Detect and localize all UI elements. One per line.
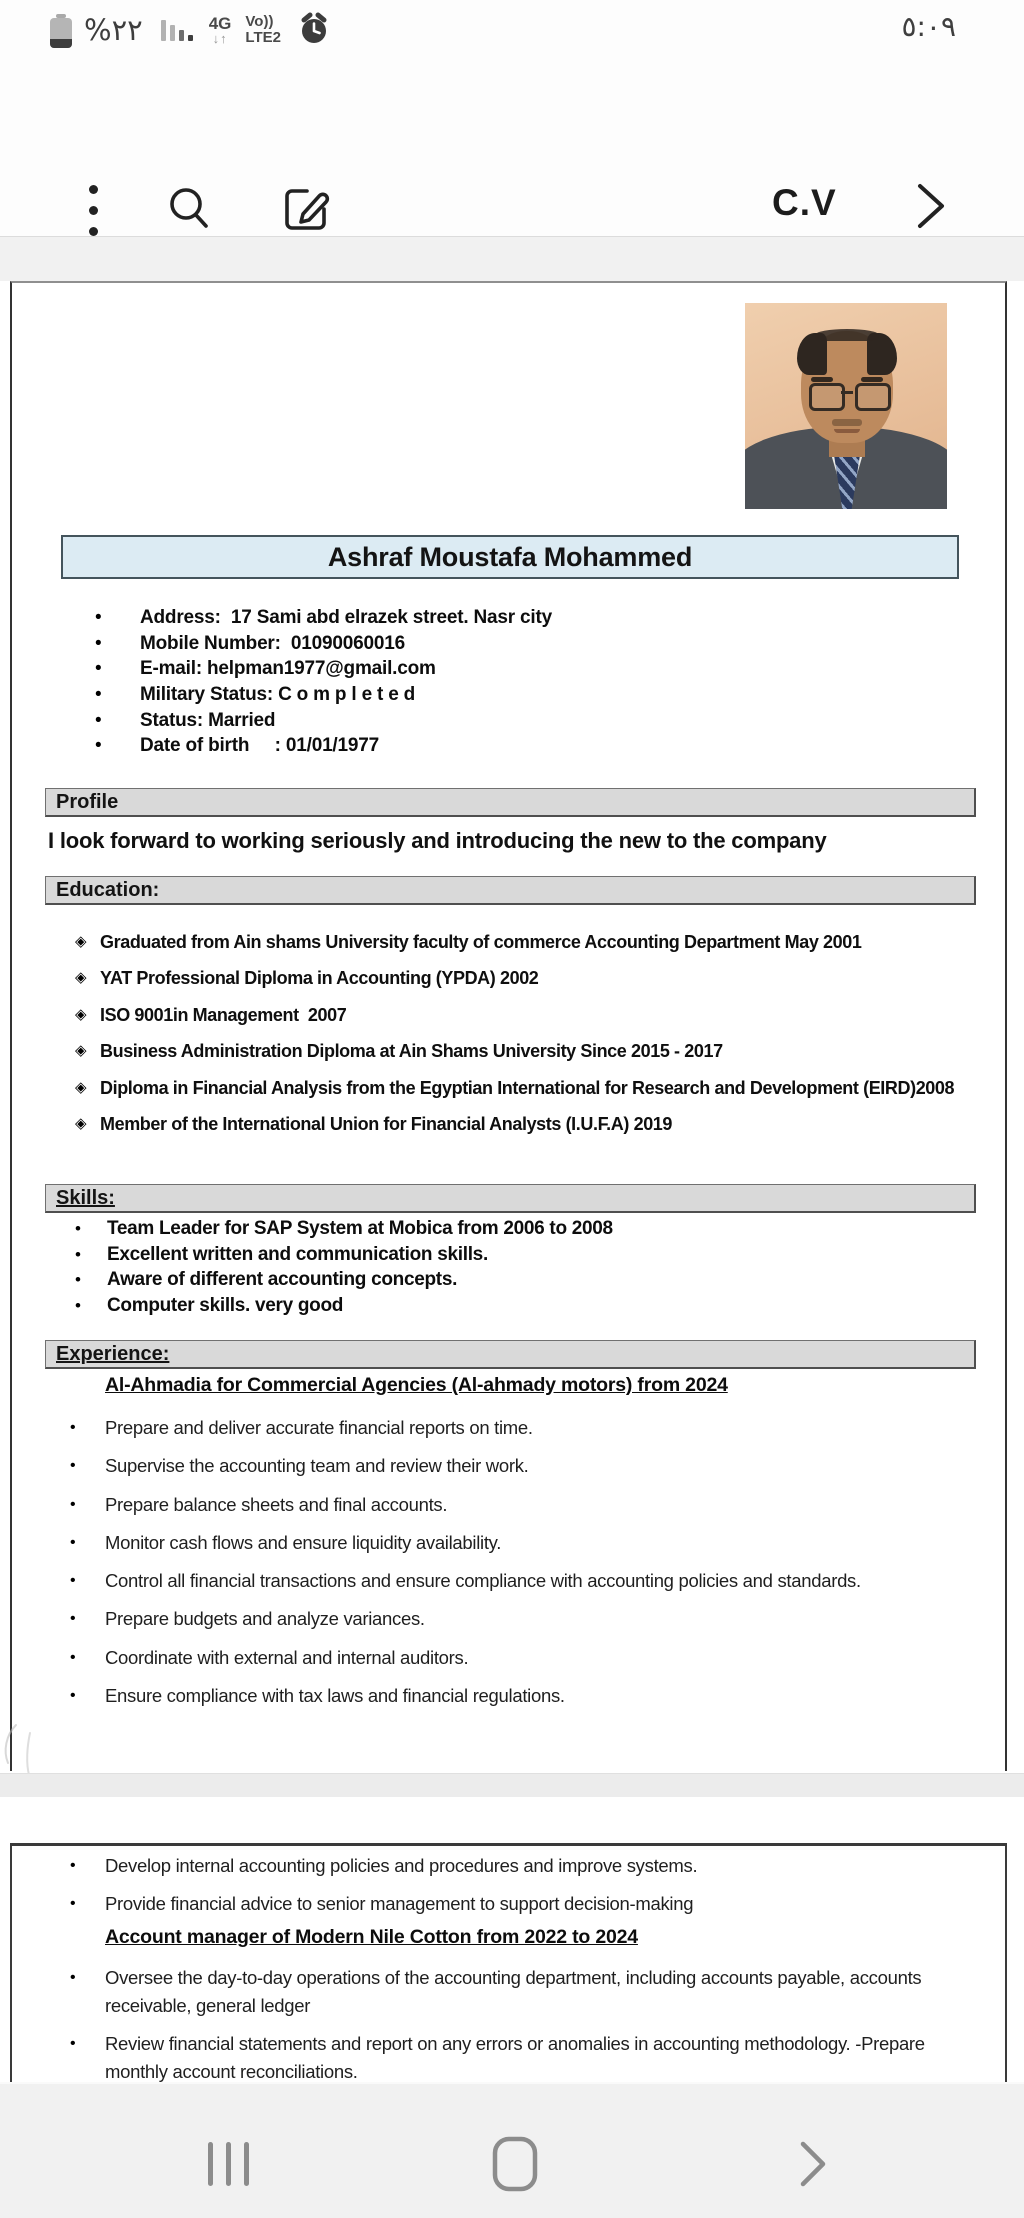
bullet: • xyxy=(95,735,102,757)
bullet: • xyxy=(75,1270,81,1289)
bullet: • xyxy=(70,1648,76,1666)
candidate-name: Ashraf Moustafa Mohammed xyxy=(327,541,693,572)
more-options-button[interactable] xyxy=(65,174,121,246)
bullet: • xyxy=(70,1969,76,1986)
contact-list xyxy=(95,605,735,759)
diamond-bullet: ◈ xyxy=(75,1005,87,1023)
education-item: ◈ YAT Professional Diploma in Accounting (YPDA) 2002 xyxy=(75,960,967,996)
bullet: • xyxy=(70,1895,76,1912)
section-header-experience: Experience: xyxy=(45,1340,976,1369)
bullet: • xyxy=(70,1495,76,1513)
bullet: • xyxy=(95,709,102,731)
education-list xyxy=(75,924,967,1142)
bullet: • xyxy=(70,1687,76,1705)
pen-mark xyxy=(0,1719,44,1779)
bullet: • xyxy=(70,1533,76,1551)
home-icon xyxy=(488,2134,542,2194)
education-item: ◈ Diploma in Financial Analysis from the Egyptian International for Research and Development (EIRD)2008 xyxy=(75,1070,967,1106)
profile-statement: I look forward to working seriously and introducing the new to the company xyxy=(48,828,827,853)
bullet: • xyxy=(95,632,102,654)
page-separator xyxy=(0,1773,1024,1799)
content-top-gap xyxy=(0,237,1024,281)
skill-item: • Team Leader for SAP System at Mobica from 2006 to 2008 xyxy=(75,1216,935,1242)
bullet: • xyxy=(75,1295,81,1315)
duty-item: • Coordinate with external and internal auditors. xyxy=(70,1639,970,1677)
bullet: • xyxy=(95,658,102,680)
back-button[interactable] xyxy=(773,2124,853,2204)
home-button[interactable] xyxy=(475,2124,555,2204)
battery-icon xyxy=(50,14,72,48)
back-chevron-icon xyxy=(795,2138,831,2190)
alarm-clock-icon xyxy=(297,12,331,51)
volte-indicator: Vo)) LTE2 xyxy=(245,13,281,46)
diamond-bullet: ◈ xyxy=(75,1042,87,1060)
section-header-profile: Profile xyxy=(45,788,976,817)
page-border-box xyxy=(10,281,1007,1771)
bullet: • xyxy=(70,2035,76,2052)
name-header xyxy=(61,535,959,579)
duty-item: • Monitor cash flows and ensure liquidity availability. xyxy=(70,1524,970,1562)
skills-list xyxy=(75,1216,935,1318)
network-type: 4G xyxy=(208,14,232,33)
diamond-bullet: ◈ xyxy=(75,969,87,987)
signal-strength-icon xyxy=(161,19,193,41)
duty-item: • Review financial statements and report on any errors or anomalies in accounting methodology. -Prepare monthly account reconciliations. xyxy=(70,2030,970,2082)
recents-icon xyxy=(208,2142,249,2186)
duty-item: • Develop internal accounting policies and procedures and improve systems. xyxy=(70,1852,970,1880)
data-arrows-icon: ↓↑ xyxy=(212,31,228,46)
edit-compose-icon xyxy=(281,182,333,239)
bullet: • xyxy=(70,1610,76,1628)
duty-item: • Prepare balance sheets and final accounts. xyxy=(70,1486,970,1524)
status-indicators xyxy=(50,8,331,52)
duty-item: • Control all financial transactions and ensure compliance with accounting policies and standards. xyxy=(70,1562,970,1600)
skill-item: • Computer skills. very good xyxy=(75,1293,935,1319)
bullet: • xyxy=(70,1419,76,1436)
diamond-bullet: ◈ xyxy=(75,1078,87,1096)
contact-item: • E-mail: helpman1977@gmail.com xyxy=(95,658,436,680)
contact-item: • Mobile Number: 01090060016 xyxy=(95,632,405,654)
contact-item: • Date of birth : 01/01/1977 xyxy=(95,735,379,757)
bullet: • xyxy=(70,1457,76,1475)
page-border-box xyxy=(10,1843,1007,2082)
duty-item: • Ensure compliance with tax laws and financial regulations. xyxy=(70,1677,970,1715)
education-item: ◈ ISO 9001in Management 2007 xyxy=(75,997,967,1033)
duty-item: • Provide financial advice to senior management to support decision-making xyxy=(70,1890,970,1918)
section-header-education: Education: xyxy=(45,876,976,905)
profile-photo xyxy=(745,303,947,509)
skill-item: • Aware of different accounting concepts. xyxy=(75,1267,935,1293)
job-title-modern-nile-cotton: Account manager of Modern Nile Cotton from 2022 to 2024 xyxy=(105,1926,638,1948)
document-page-1 xyxy=(0,281,1024,1773)
status-bar xyxy=(0,0,1024,56)
bullet: • xyxy=(95,606,102,628)
bullet: • xyxy=(75,1244,81,1264)
clock: ٥:٠٩ xyxy=(901,10,956,43)
section-header-skills: Skills: xyxy=(45,1184,976,1213)
search-button[interactable] xyxy=(161,174,217,246)
diamond-bullet: ◈ xyxy=(75,933,87,950)
duty-item: • Oversee the day-to-day operations of the accounting department, including accounts payable, accounts receivable, general ledger xyxy=(70,1964,970,2020)
bullet: • xyxy=(75,1219,81,1238)
duty-item: • Supervise the accounting team and review their work. xyxy=(70,1447,970,1485)
bullet: • xyxy=(70,1857,76,1874)
battery-percent: %٢٢ xyxy=(84,13,143,47)
contact-item: • Status: Married xyxy=(95,709,276,731)
duty-item: • Prepare budgets and analyze variances. xyxy=(70,1600,970,1638)
search-icon xyxy=(165,184,213,237)
education-item: ◈ Graduated from Ain shams University faculty of commerce Accounting Department May 2001 xyxy=(75,924,967,960)
navigation-bar xyxy=(0,2082,1024,2218)
skill-item: • Excellent written and communication skills. xyxy=(75,1242,935,1268)
edit-button[interactable] xyxy=(279,174,335,246)
chevron-right-icon xyxy=(908,178,952,234)
duty-item: • Prepare and deliver accurate financial reports on time. xyxy=(70,1409,970,1447)
education-item: ◈ Member of the International Union for Financial Analysts (I.U.F.A) 2019 xyxy=(75,1106,967,1142)
job-title-alahmadia: Al-Ahmadia for Commercial Agencies (Al-ahmady motors) from 2024 xyxy=(105,1374,728,1396)
document-title: C.V xyxy=(772,182,837,223)
forward-chevron-button[interactable] xyxy=(908,178,952,239)
app-toolbar xyxy=(0,56,1024,237)
experience-list xyxy=(70,1409,970,1715)
contact-item: • Address: 17 Sami abd elrazek street. Nasr city xyxy=(95,606,552,628)
contact-item: • Military Status: C o m p l e t e d xyxy=(95,683,416,705)
diamond-bullet: ◈ xyxy=(75,1115,87,1133)
network-type-indicator xyxy=(209,15,232,45)
document-page-2 xyxy=(0,1797,1024,2082)
bullet: • xyxy=(70,1572,76,1590)
bullet: • xyxy=(95,683,102,705)
kebab-menu-icon xyxy=(89,185,98,236)
education-item: ◈ Business Administration Diploma at Ain Shams University Since 2015 - 2017 xyxy=(75,1033,967,1069)
recents-button[interactable] xyxy=(188,2124,268,2204)
